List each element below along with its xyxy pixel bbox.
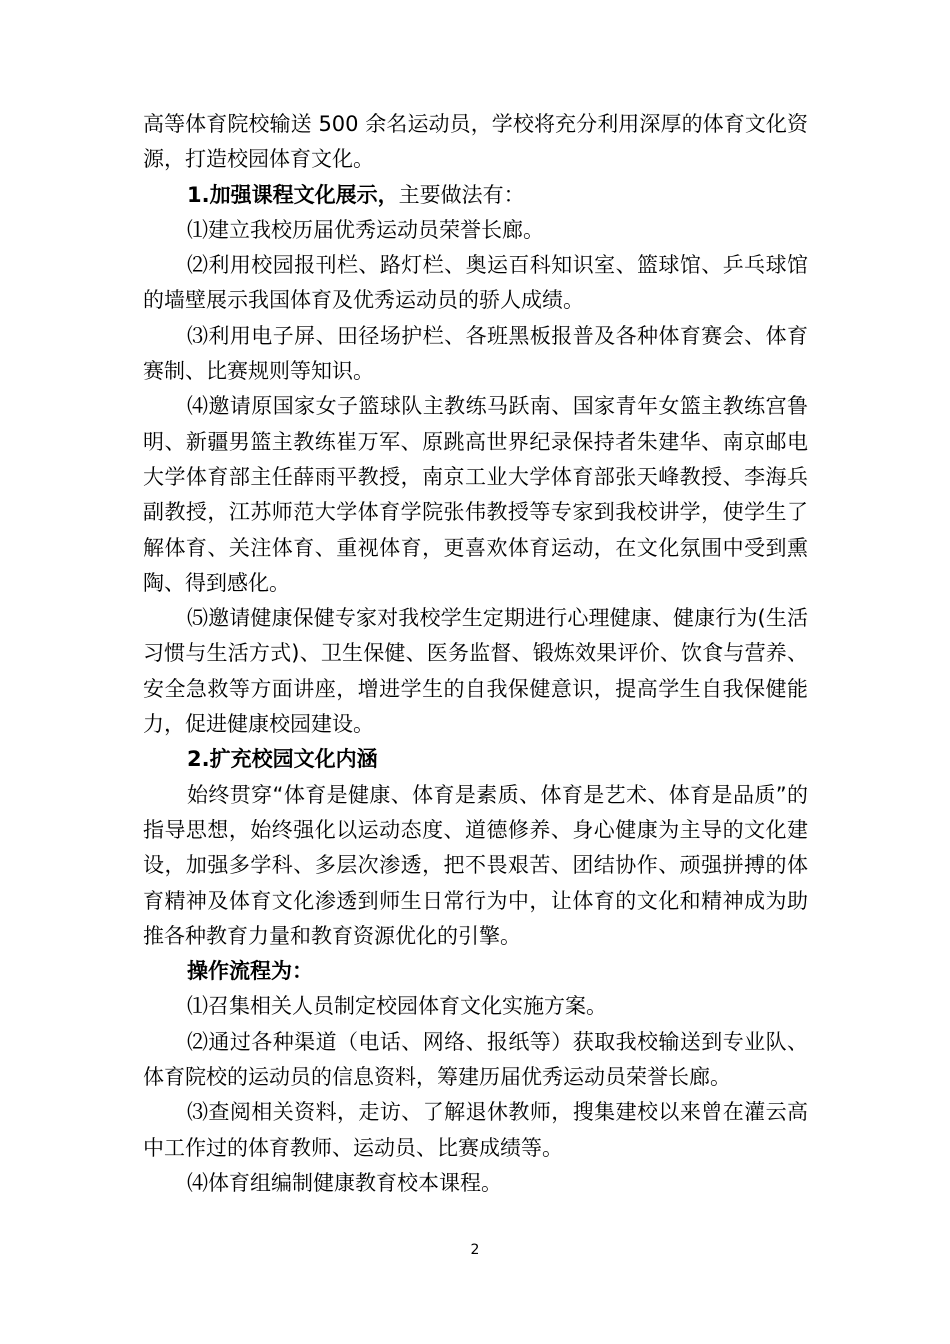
- page-number: 2: [470, 1242, 480, 1258]
- heading-campus-culture: [143, 742, 808, 777]
- paragraph-text: ⑷体育组编制健康教育校本课程。: [187, 1170, 502, 1195]
- list-item-2-2: [143, 1025, 808, 1096]
- list-item-1-5: [143, 601, 808, 742]
- heading-bold-text: 2.扩充校园文化内涵: [187, 747, 378, 772]
- paragraph-text: ⑷邀请原国家女子篮球队主教练马跃南、国家青年女篮主教练宫鲁明、新疆男篮主教练崔万军、原跳高世界纪录保持者朱建华、南京邮电大学体育部主任薛雨平教授，南京工业大学体育部张天峰教授、李海兵副教授，江苏师范大学体育学院张伟教授等专家到我校讲学，使学生了解体育、关注体育、重视体育，更喜欢体育运动，在文化氛围中受到熏陶、得到感化。: [143, 394, 808, 595]
- paragraph-text: ⑴召集相关人员制定校园体育文化实施方案。: [187, 994, 607, 1019]
- paragraph-guiding-idea: [143, 778, 808, 954]
- paragraph-text: ⑶利用电子屏、田径场护栏、各班黑板报普及各种体育赛会、体育赛制、比赛规则等知识。: [143, 323, 808, 384]
- paragraph-text: 始终贯穿“体育是健康、体育是素质、体育是艺术、体育是品质”的指导思想，始终强化以运动态度、道德修养、身心健康为主导的文化建设，加强多学科、多层次渗透，把不畏艰苦、团结协作、顽强拼搏的体育精神及体育文化渗透到师生日常行为中，让体育的文化和精神成为助推各种教育力量和教育资源优化的引擎。: [143, 782, 808, 948]
- heading-process: [143, 954, 808, 989]
- heading-course-culture: [143, 178, 808, 213]
- heading-bold-text: 1.加强课程文化展示，: [187, 182, 399, 207]
- body-text: [143, 107, 808, 1201]
- list-item-2-3: [143, 1095, 808, 1166]
- paragraph-text: ⑸邀请健康保健专家对我校学生定期进行心理健康、健康行为(生活习惯与生活方式)、卫生保健、医务监督、锻炼效果评价、饮食与营养、安全急救等方面讲座，增进学生的自我保健意识，提高学生自我保健能力，促进健康校园建设。: [143, 606, 808, 737]
- list-item-2-1: [143, 989, 808, 1024]
- paragraph-text: ⑴建立我校历届优秀运动员荣誉长廊。: [187, 217, 544, 242]
- list-item-1-2: [143, 248, 808, 319]
- heading-tail-text: 主要做法有：: [398, 182, 525, 207]
- paragraph-text: ⑶查阅相关资料，走访、了解退休教师，搜集建校以来曾在灌云高中工作过的体育教师、运动员、比赛成绩等。: [143, 1100, 808, 1160]
- heading-bold-text: 操作流程为：: [187, 959, 313, 984]
- paragraph-text: ⑵通过各种渠道（电话、网络、报纸等）获取我校输送到专业队、体育院校的运动员的信息资料，筹建历届优秀运动员荣誉长廊。: [143, 1029, 808, 1090]
- list-item-1-1: [143, 213, 808, 248]
- paragraph-intro-continuation: [143, 107, 808, 178]
- list-item-1-3: [143, 319, 808, 390]
- paragraph-text: 高等体育院校输送 500 余名运动员，学校将充分利用深厚的体育文化资源，打造校园体育文化。: [143, 112, 808, 172]
- list-item-1-4: [143, 389, 808, 601]
- list-item-2-4: [143, 1166, 808, 1201]
- paragraph-text: ⑵利用校园报刊栏、路灯栏、奥运百科知识室、篮球馆、乒乓球馆的墙壁展示我国体育及优秀运动员的骄人成绩。: [143, 253, 808, 313]
